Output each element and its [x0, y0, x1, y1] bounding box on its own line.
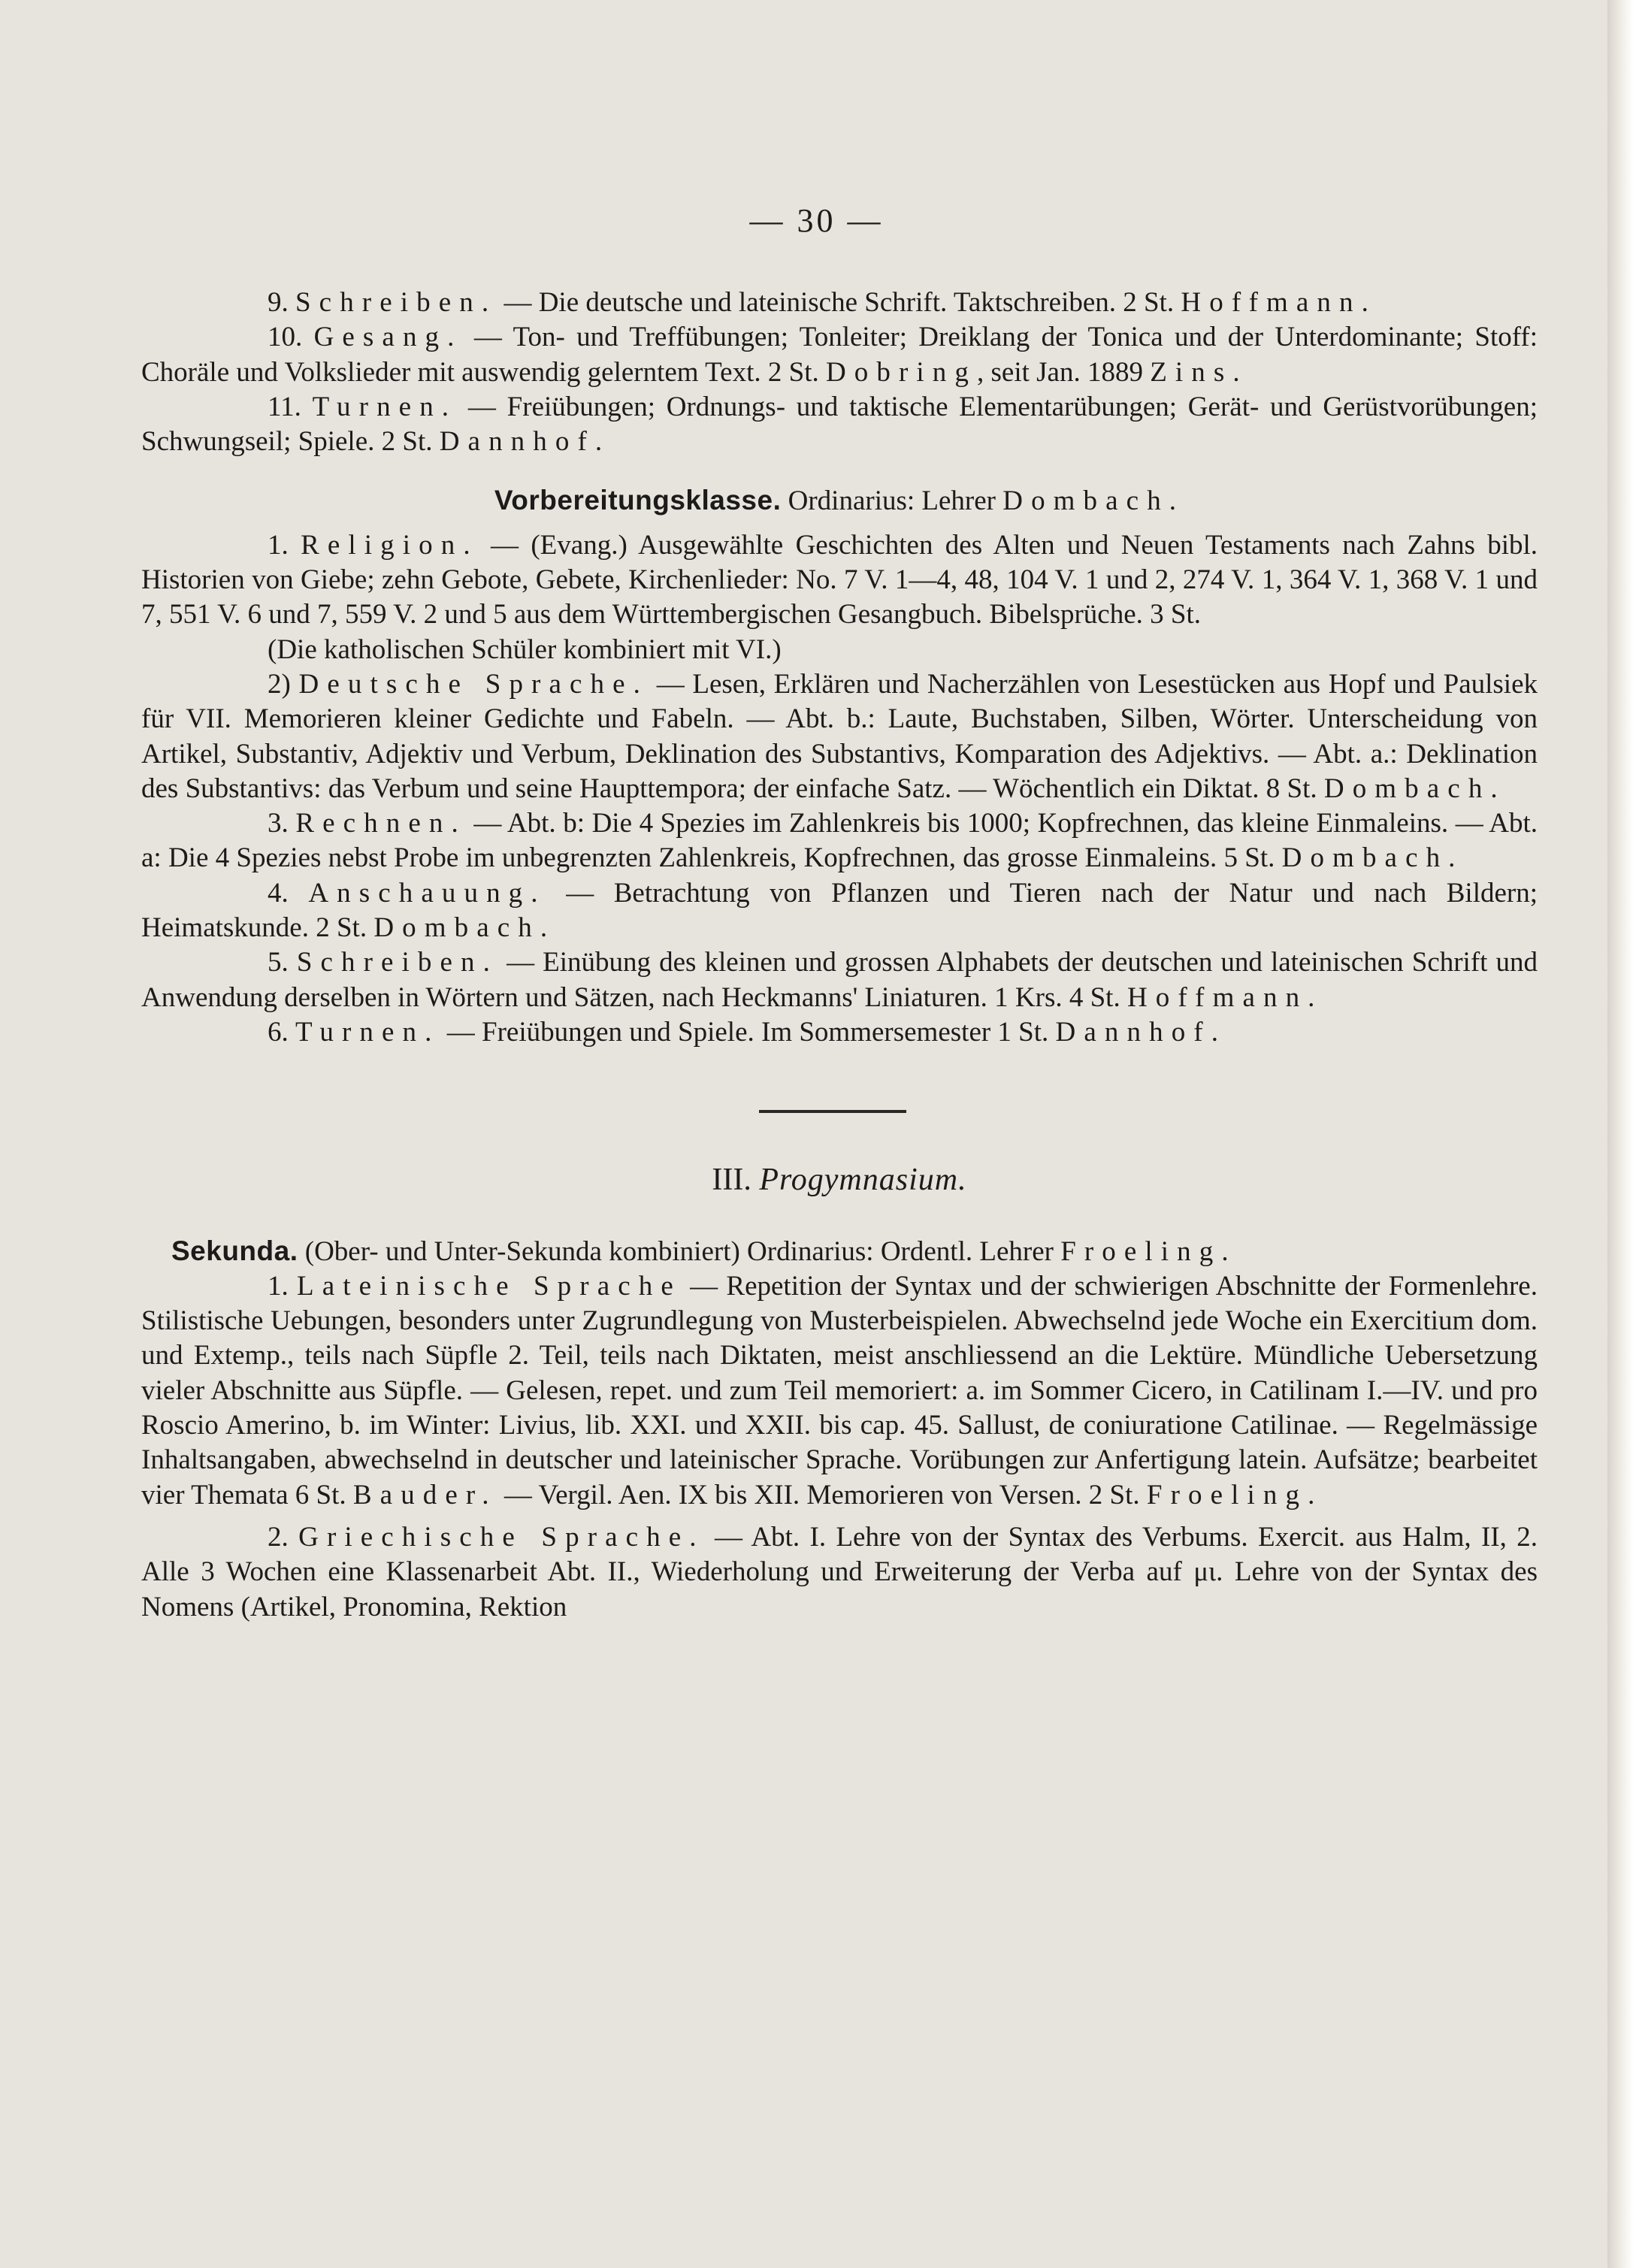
teacher-name: Bauder.: [352, 1479, 497, 1510]
teacher-name: Hoffmann.: [1181, 287, 1377, 318]
section-heading: [141, 1163, 1538, 1197]
item-text: — Repetition der Syntax und der schwierigen Abschnitte der Formenlehre. Stilistische Uebungen, besonders unter Zugrundlegung von Musterbeispielen. Abwechselnd jede Woche ein Exercitium dom. und Extemp., teils nach Süpfle 2. Teil, teils nach Diktaten, meist anschliessend an die Lektüre. Mündliche Uebersetzung vieler Abschnitte aus Süpfle. — Gelesen, repet. und zum Teil memoriert: a. im Sommer Cicero, in Catilinam I.—IV. und pro Roscio Amerino, b. im Winter: Livius, lib. XXI. und XXII. bis cap. 45. Sallust, de coniuratione Catilinae. — Regelmässige Inhaltsangaben, abwechselnd in deutscher und lateinischer Sprache. Vorübungen zur Anfertigung latein. Aufsätze; bearbeitet vier Themata 6 St.: [141, 1270, 1538, 1510]
subject: Turnen.: [312, 391, 458, 422]
teacher-name: Dombach.: [373, 912, 556, 944]
ordinarius-name: Froeling.: [1060, 1235, 1237, 1267]
item-text: — Betrachtung von Pflanzen und Tieren nach der Natur und nach Bildern; Heimatskunde. 2 St.: [141, 877, 1538, 944]
item-turnen: [141, 390, 1538, 460]
teacher-name: Dannhof.: [439, 426, 611, 458]
item-number: 1.: [268, 529, 289, 561]
item-number: 6.: [268, 1016, 289, 1048]
teacher-name: Dobring: [825, 356, 978, 388]
item-turnen-vk: [141, 1015, 1538, 1050]
item-text: , seit Jan. 1889: [977, 356, 1151, 388]
subject: Griechische Sprache.: [298, 1521, 705, 1553]
item-number: 2): [268, 668, 291, 700]
item-text: — Abt. b: Die 4 Spezies im Zahlenkreis bis 1000; Kopfrechnen, das kleine Einmaleins. — Abt. a: Die 4 Spezies nebst Probe im unbegrenzten Zahlenkreis, Kopfrechnen, das grosse Einmaleins. 5 St.: [141, 808, 1538, 874]
section-separator: [141, 1050, 1538, 1163]
class-title: Vorbereitungsklasse.: [494, 485, 782, 516]
subject: Deutsche Sprache.: [298, 668, 649, 700]
item-text: — Lesen, Erklären und Nacherzählen von Lesestücken aus Hopf und Paulsiek für VII. Memorieren kleiner Gedichte und Fabeln. — Abt. b.: Laute, Buchstaben, Silben, Wörter. Unterscheidung von Artikel, Substantiv, Adjektiv und Verbum, Deklination des Substantivs, Komparation des Adjektivs. — Abt. a.: Deklination des Substantivs: das Verbum und seine Haupttempora; der einfache Satz. — Wöchentlich ein Diktat. 8 St.: [141, 668, 1538, 804]
subject: Gesang.: [313, 322, 463, 353]
section-number: III.: [712, 1163, 751, 1198]
subject: Schreiben.: [295, 287, 497, 318]
item-number: 10.: [268, 322, 303, 353]
teacher-name: Hoffmann.: [1126, 981, 1323, 1013]
teacher-name: Dombach.: [1281, 842, 1464, 874]
subject: Lateinische Sprache: [297, 1270, 682, 1302]
item-number: 3.: [268, 808, 289, 839]
teacher-name: Zins.: [1150, 356, 1248, 388]
subject: Rechnen.: [295, 808, 467, 839]
sekunda-heading: [141, 1234, 1538, 1269]
item-text: — Freiübungen; Ordnungs- und taktische Elementarübungen; Gerät- und Gerüstvorübungen; Schwungseil; Spiele. 2 St.: [141, 391, 1538, 458]
subject: Anschauung.: [308, 877, 546, 909]
item-text: — Die deutsche und lateinische Schrift. Taktschreiben. 2 St.: [497, 287, 1181, 318]
section-title: Progymnasium.: [759, 1163, 967, 1198]
teacher-name: Dannhof.: [1055, 1016, 1227, 1048]
item-text: — (Evang.) Ausgewählte Geschichten des Alten und Neuen Testaments nach Zahns bibl. Historien von Giebe; zehn Gebote, Gebete, Kirchenlieder: No. 7 V. 1—4, 48, 104 V. 1 und 2, 274 V. 1, 364 V. 1, 368 V. 1 und 7, 551 V. 6 und 7, 559 V. 2 und 5 aus dem Württembergischen Gesangbuch. Bibelsprüche. 3 St.: [141, 529, 1538, 631]
subject: Turnen.: [295, 1016, 440, 1048]
page-edge-shadow: [1607, 0, 1633, 2268]
item-number: 5.: [268, 947, 289, 978]
ordinarius-name: Dombach.: [1002, 485, 1185, 517]
item-text: — Ton- und Treffübungen; Tonleiter; Dreiklang der Tonica und der Unterdominante; Stoff: Choräle und Volkslieder mit auswendig gelerntem Text. 2 St.: [141, 322, 1538, 388]
catholic-note: (Die katholischen Schüler kombiniert mit VI.): [268, 634, 782, 665]
item-gesang: [141, 320, 1538, 390]
page-number: — 30 —: [749, 202, 884, 239]
teacher-name: Dombach.: [1323, 773, 1506, 804]
item-number: 11.: [268, 391, 301, 422]
class-title: Sekunda.: [171, 1235, 298, 1266]
page-body: [141, 286, 1538, 1625]
item-latein: [141, 1269, 1538, 1513]
item-schreiben: [141, 286, 1538, 320]
item-griechisch: [141, 1520, 1538, 1625]
teacher-name: Froeling.: [1146, 1479, 1323, 1510]
item-schreiben-vk: [141, 945, 1538, 1015]
subject: Religion.: [301, 529, 479, 561]
subject: Schreiben.: [296, 947, 499, 978]
item-number: 9.: [268, 287, 289, 318]
item-text: — Abt. I. Lehre von der Syntax des Verbums. Exercit. aus Halm, II, 2. Alle 3 Wochen eine Klassenarbeit Abt. II., Wiederholung und Erweiterung der Verba auf μι. Lehre von der Syntax des Nomens (Artikel, Pronomina, Rektion: [141, 1521, 1538, 1622]
spacer: [141, 1513, 1538, 1520]
item-number: 2.: [268, 1521, 289, 1553]
ordinarius-label: Ordinarius: Lehrer: [788, 485, 996, 517]
item-text: — Freiübungen und Spiele. Im Sommersemester 1 St.: [440, 1016, 1056, 1048]
item-number: 1.: [268, 1270, 289, 1302]
item-deutsch: [141, 667, 1538, 806]
class-note: (Ober- und Unter-Sekunda kombiniert) Ordinarius: Ordentl. Lehrer: [304, 1235, 1054, 1267]
item-anschauung: [141, 876, 1538, 946]
horizontal-rule: [759, 1110, 906, 1113]
vorbereitung-heading: [141, 483, 1538, 519]
item-number: 4.: [268, 877, 289, 909]
item-religion: [141, 528, 1538, 633]
item-rechnen: [141, 806, 1538, 876]
item-text: — Einübung des kleinen und grossen Alphabets der deutschen und lateinischen Schrift und Anwendung derselben in Wörtern und Sätzen, nach Heckmanns' Liniaturen. 1 Krs. 4 St.: [141, 947, 1538, 1013]
item-text: — Vergil. Aen. IX bis XII. Memorieren von Versen. 2 St.: [497, 1479, 1147, 1510]
